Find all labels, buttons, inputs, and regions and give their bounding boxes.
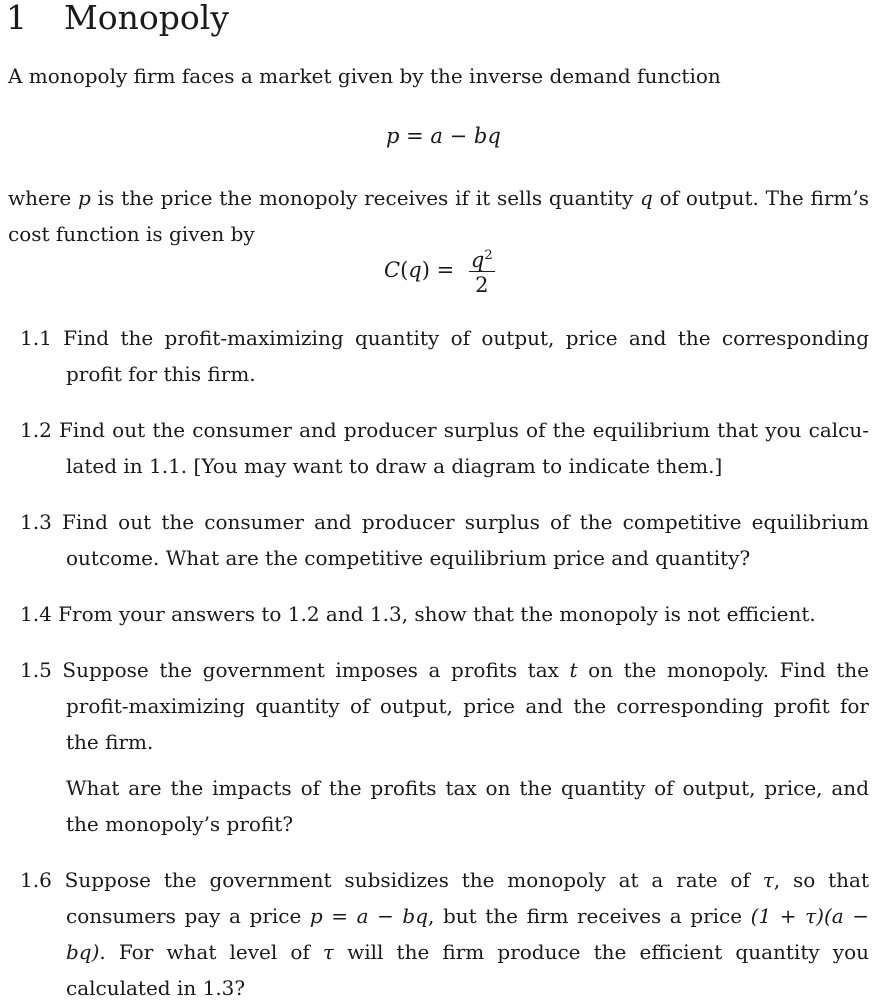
section-title: Monopoly xyxy=(64,0,229,37)
question-1-6: 1.6 Suppose the government subsidizes the monopoly at a rate of τ, so that consumers pay a price p = a − bq, but the firm receives a price (1 + τ)(a − bq). For what level of τ will the firm produce the efficient quantity you calculated in 1.3? xyxy=(20,868,870,1000)
demand-equation: p = a − bq xyxy=(386,124,501,148)
question-1-4: 1.4 From your answers to 1.2 and 1.3, show that the monopoly is not efficient. xyxy=(20,602,816,626)
question-1-3: 1.3 Find out the consumer and producer surplus of the competitive equilibrium outcome. What are the competitive equilibrium price and quantity? xyxy=(20,510,869,570)
question-1-5: 1.5 Suppose the government imposes a profits tax t on the monopoly. Find the profit-maximizing quantity of output, price and the corresponding profit for the firm. What are the impacts of the profits tax on the quantity of output, price, and the monopoly’s profit? xyxy=(20,652,869,842)
question-1-5-followup: What are the impacts of the profits tax on the quantity of output, price, and the monopoly’s profit? xyxy=(66,776,869,836)
section-heading xyxy=(6,0,229,42)
intro-paragraph: A monopoly firm faces a market given by the inverse demand function xyxy=(8,64,721,88)
section-number: 1 xyxy=(6,0,27,37)
question-1-1: 1.1 Find the profit-maximizing quantity of output, price and the corresponding profit for this firm. xyxy=(20,326,869,386)
definition-paragraph: where p is the price the monopoly receives if it sells quantity q of output. The firm’s cost function is given by xyxy=(8,186,870,246)
question-1-2: 1.2 Find out the consumer and producer surplus of the equilibrium that you calcu-lated in 1.1. [You may want to draw a diagram to indicate them.] xyxy=(20,418,869,478)
cost-fraction: $\frac{q^2}{2}$ xyxy=(469,245,495,298)
cost-equation: C(q) = $\frac{q^2}{2}$ xyxy=(384,245,495,298)
